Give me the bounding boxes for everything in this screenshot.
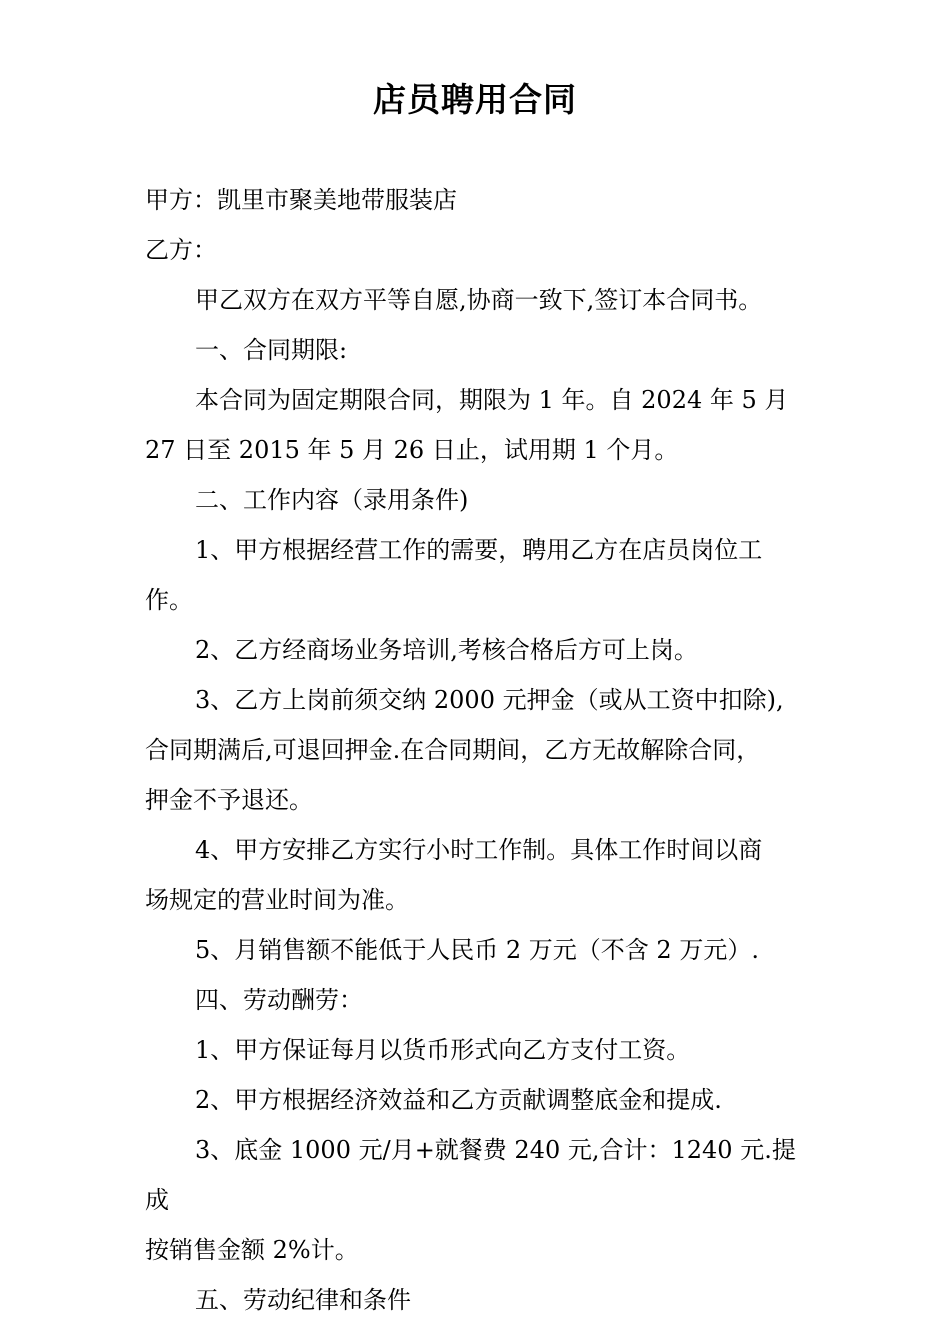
section-heading-term: 一、合同期限:: [195, 336, 348, 364]
section-heading-work: 二、工作内容（录用条件): [195, 486, 469, 514]
contract-term-paragraph: 本合同为固定期限合同，期限为 1 年。自 2024 年 5 月 27 日至 2015 年 5 月 26 日止，试用期 1 个月。: [145, 386, 789, 464]
work-clause-3: 3、乙方上岗前须交纳 2000 元押金（或从工资中扣除), 合同期满后,可退回押金.在合同期间，乙方无故解除合同， 押金不予退还。: [145, 686, 784, 814]
work-clause-1: 1、甲方根据经营工作的需要，聘用乙方在店员岗位工 作。: [145, 536, 763, 614]
work-clause-2: 2、乙方经商场业务培训,考核合格后方可上岗。: [195, 636, 698, 664]
pay-clause-1: 1、甲方保证每月以货币形式向乙方支付工资。: [195, 1036, 691, 1064]
section-heading-discipline: 五、劳动纪律和条件: [195, 1286, 411, 1314]
document-title: 店员聘用合同: [373, 80, 577, 119]
pay-clause-3: 3、底金 1000 元/月+就餐费 240 元,合计：1240 元.提成 按销售金额 2%计。: [145, 1136, 796, 1264]
work-clause-4: 4、甲方安排乙方实行小时工作制。具体工作时间以商 场规定的营业时间为准。: [145, 836, 763, 914]
preamble-paragraph: 甲乙双方在双方平等自愿,协商一致下,签订本合同书。: [195, 286, 763, 314]
work-clause-5: 5、月销售额不能低于人民币 2 万元（不含 2 万元）.: [195, 936, 759, 964]
party-b-line: 乙方：: [145, 236, 217, 264]
pay-clause-2: 2、甲方根据经济效益和乙方贡献调整底金和提成.: [195, 1086, 722, 1114]
section-heading-pay: 四、劳动酬劳：: [195, 986, 363, 1014]
party-a-line: 甲方：凯里市聚美地带服装店: [145, 186, 457, 214]
contract-body: [145, 175, 810, 1325]
